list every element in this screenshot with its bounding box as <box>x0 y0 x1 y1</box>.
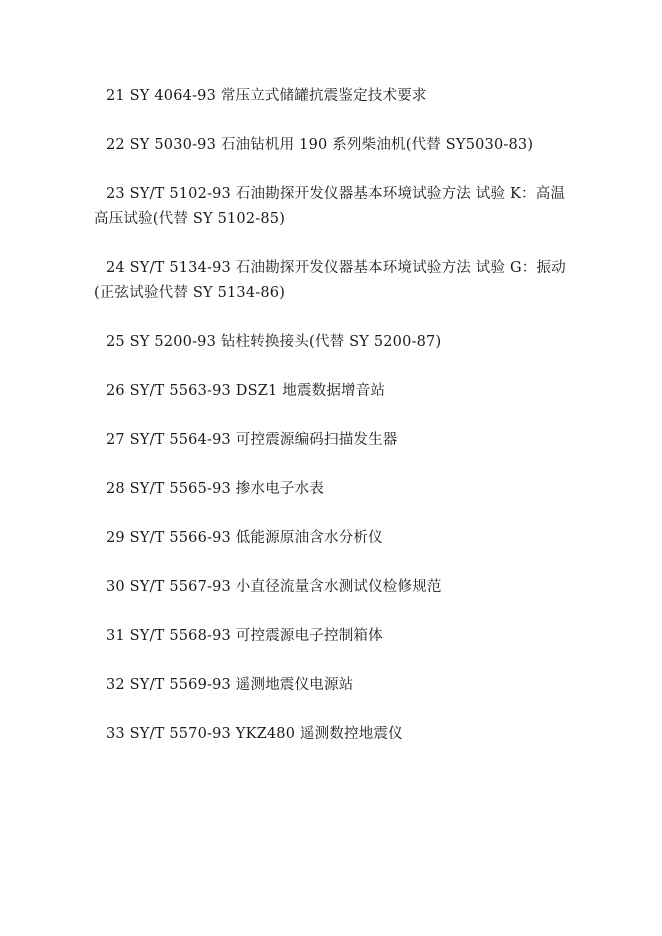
list-item: 28 SY/T 5565-93 掺水电子水表 <box>106 481 324 497</box>
list-item: 24 SY/T 5134-93 石油勘探开发仪器基本环境试验方法 试验 G：振动(正弦试验代替 SY 5134-86) <box>94 260 566 301</box>
list-item: 32 SY/T 5569-93 遥测地震仪电源站 <box>106 677 354 693</box>
list-item: 27 SY/T 5564-93 可控震源编码扫描发生器 <box>106 432 398 448</box>
list-item: 23 SY/T 5102-93 石油勘探开发仪器基本环境试验方法 试验 K：高温高压试验(代替 SY 5102-85) <box>94 186 566 227</box>
list-item: 22 SY 5030-93 石油钻机用 190 系列柴油机(代替 SY5030-83) <box>106 137 534 153</box>
list-item: 30 SY/T 5567-93 小直径流量含水测试仪检修规范 <box>106 579 442 595</box>
list-item: 33 SY/T 5570-93 YKZ480 遥测数控地震仪 <box>106 726 403 742</box>
list-item: 29 SY/T 5566-93 低能源原油含水分析仪 <box>106 530 383 546</box>
list-item: 26 SY/T 5563-93 DSZ1 地震数据增音站 <box>106 383 386 399</box>
list-item: 31 SY/T 5568-93 可控震源电子控制箱体 <box>106 628 383 644</box>
list-item: 25 SY 5200-93 钻柱转换接头(代替 SY 5200-87) <box>106 334 442 350</box>
document-body <box>94 84 570 747</box>
list-item: 21 SY 4064-93 常压立式储罐抗震鉴定技术要求 <box>106 88 427 104</box>
